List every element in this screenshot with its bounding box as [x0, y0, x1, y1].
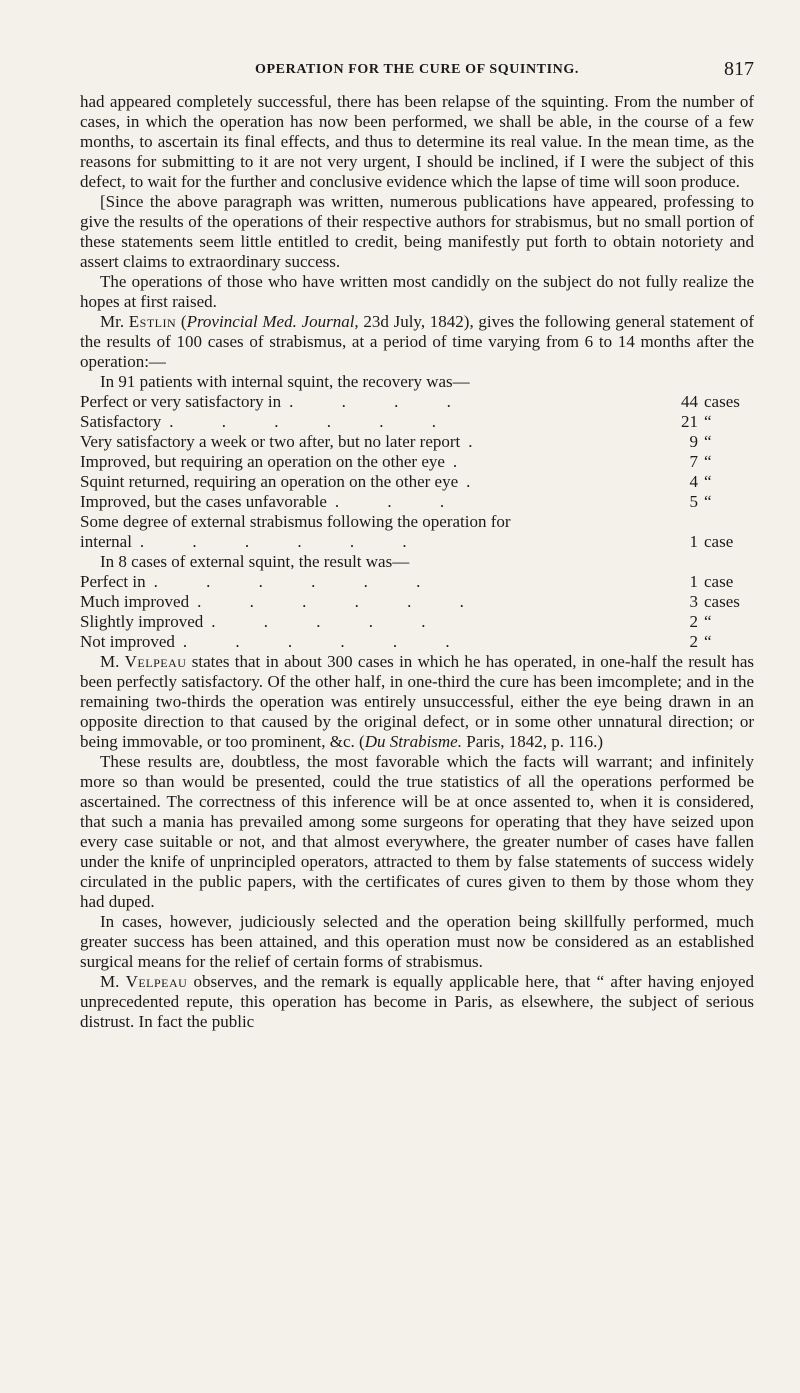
- row-label: internal: [80, 532, 132, 551]
- paragraph-7: In cases, however, judiciously selected and the operation being skillfully performed, much greater success has been attained, and this operation must now be considered as an established surgical means for the relief of certain forms of strabismus.: [80, 912, 754, 971]
- result-row: [80, 452, 754, 472]
- row-unit: “: [704, 632, 712, 651]
- row-unit: “: [704, 412, 712, 431]
- row-label: Much improved: [80, 592, 190, 611]
- paragraph-1: had appeared completely successful, there has been relapse of the squinting. From the number of cases, in which the operation has now been performed, we shall be able, in the course of a few months, to ascertain its final effects, and thus to determine its real value. In the mean time, as the reasons for submitting to it are not very urgent, I should be inclined, if I were the subject of this defect, to wait for the further and conclusive evidence which the lapse of time will soon produce.: [80, 92, 754, 191]
- row-label: Improved, but the cases unfavorable: [80, 492, 327, 511]
- row-label: Perfect or very satisfactory in: [80, 392, 282, 411]
- internal-results-table: [80, 392, 754, 552]
- result-row: [80, 412, 754, 432]
- author-name-velpeau: Velpeau: [125, 972, 188, 991]
- paragraph-3: The operations of those who have written most candidly on the subject do not fully realize the hopes at first raised.: [80, 272, 754, 311]
- result-row: [80, 632, 754, 652]
- dot-leader: . . . .: [289, 392, 473, 411]
- paragraph-4: [80, 312, 754, 372]
- row-label: Squint returned, requiring an operation on the other eye: [80, 472, 459, 491]
- result-row: [80, 532, 754, 552]
- row-label: Satisfactory: [80, 412, 162, 431]
- row-label: Very satisfactory a week or two after, but no later report: [80, 432, 461, 451]
- row-unit: “: [704, 612, 712, 631]
- text-fragment: Mr.: [100, 312, 129, 331]
- dot-leader: . . . . . .: [182, 632, 472, 651]
- dot-leader: .: [452, 452, 480, 471]
- row-value: 2: [689, 612, 698, 631]
- running-title: OPERATION FOR THE CURE OF SQUINTING.: [255, 62, 579, 77]
- external-results-table: [80, 572, 754, 652]
- paragraph-2: [Since the above paragraph was written, numerous publications have appeared, professing to give the results of the operations of their respective authors for strabismus, but no small portion of these statements seem little entitled to credit, being manifestly put forth to obtain notoriety and assert claims to extraordinary success.: [80, 192, 754, 271]
- row-value: 1: [689, 572, 698, 591]
- text-fragment: states that in about 300 cases in which he has operated, in one-half the result has been perfectly satisfactory. Of the other half, in one-third the cure has been imcomplete; and in the remaining two-thirds the operation was entirely unsuccessful, either the eye being drawn in an opposite direction to that caused by the original defect, or in some other unnatural direction; or being immovable, or too prominent, &c. (: [80, 652, 754, 751]
- row-value: 44: [681, 392, 698, 411]
- row-unit: case: [704, 532, 734, 551]
- dot-leader: . . . . . .: [153, 572, 443, 591]
- external-squint-intro: In 8 cases of external squint, the result was—: [100, 552, 410, 571]
- result-row: [80, 492, 754, 512]
- paragraph-5: [80, 652, 754, 752]
- result-row: [80, 592, 754, 612]
- internal-squint-intro: In 91 patients with internal squint, the recovery was—: [100, 372, 470, 391]
- row-value: 4: [689, 472, 698, 491]
- text-fragment: M.: [100, 652, 125, 671]
- result-row: [80, 392, 754, 412]
- row-value: 5: [689, 492, 698, 511]
- row-unit: cases: [704, 592, 740, 611]
- result-row: [80, 612, 754, 632]
- author-name-velpeau: Velpeau: [124, 652, 187, 671]
- row-unit: case: [704, 572, 734, 591]
- row-value: 3: [689, 592, 698, 611]
- row-unit: cases: [704, 392, 740, 411]
- dot-leader: . . .: [334, 492, 467, 511]
- row-value: 9: [689, 432, 698, 451]
- external-strabismus-line: Some degree of external strabismus following the operation for: [80, 512, 511, 531]
- dot-leader: .: [466, 472, 493, 491]
- paragraph-8: [80, 972, 754, 1032]
- dot-leader: . . . . . .: [169, 412, 458, 431]
- row-unit: “: [704, 452, 712, 471]
- row-label: Improved, but requiring an operation on the other eye: [80, 452, 445, 471]
- result-row: [80, 572, 754, 592]
- text-fragment: (: [176, 312, 187, 331]
- page-number: 817: [724, 58, 754, 80]
- running-header: [80, 58, 754, 86]
- row-unit: “: [704, 472, 712, 491]
- row-value: 2: [689, 632, 698, 651]
- result-row: [80, 432, 754, 452]
- text-fragment: observes, and the remark is equally applicable here, that “ after having enjoyed unprecedented repute, this operation has become in Paris, as elsewhere, the subject of serious distrust. In fact the public: [80, 972, 754, 1031]
- row-value: 1: [689, 532, 698, 551]
- row-label: Slightly improved: [80, 612, 204, 631]
- author-name-estlin: Estlin: [128, 312, 177, 331]
- row-unit: “: [704, 432, 712, 451]
- result-row: [80, 472, 754, 492]
- row-label: Not improved: [80, 632, 175, 651]
- text-fragment: 23d July, 1842), gives the following general statement of the results of 100 cases of strabismus, at a period of time varying from 6 to 14 months after the operation:—: [80, 312, 754, 371]
- row-label: Perfect in: [80, 572, 146, 591]
- dot-leader: . . . . . .: [139, 532, 429, 551]
- dot-leader: . . . . .: [211, 612, 448, 631]
- dot-leader: . . . . . .: [197, 592, 486, 611]
- text-fragment: M.: [100, 972, 126, 991]
- journal-title: Provincial Med. Journal,: [186, 312, 359, 331]
- book-title: Du Strabisme.: [364, 732, 462, 751]
- row-unit: “: [704, 492, 712, 511]
- row-value: 7: [689, 452, 698, 471]
- dot-leader: .: [468, 432, 495, 451]
- paragraph-6: These results are, doubtless, the most favorable which the facts will warrant; and infinitely more so than would be presented, could the true statistics of all the operations performed be ascertained. The correctness of this inference will be at once assented to, when it is considered, that such a mania has prevailed among some surgeons for operating that they have seized upon every case suitable or not, and that almost everywhere, the greater number of cases have fallen under the knife of unprincipled operators, attracted to them by false statements of success widely circulated in the public papers, with the certificates of cures given to them by those whom they had duped.: [80, 752, 754, 911]
- text-fragment: Paris, 1842, p. 116.): [461, 732, 604, 751]
- row-value: 21: [681, 412, 698, 431]
- body-text: [80, 92, 754, 1032]
